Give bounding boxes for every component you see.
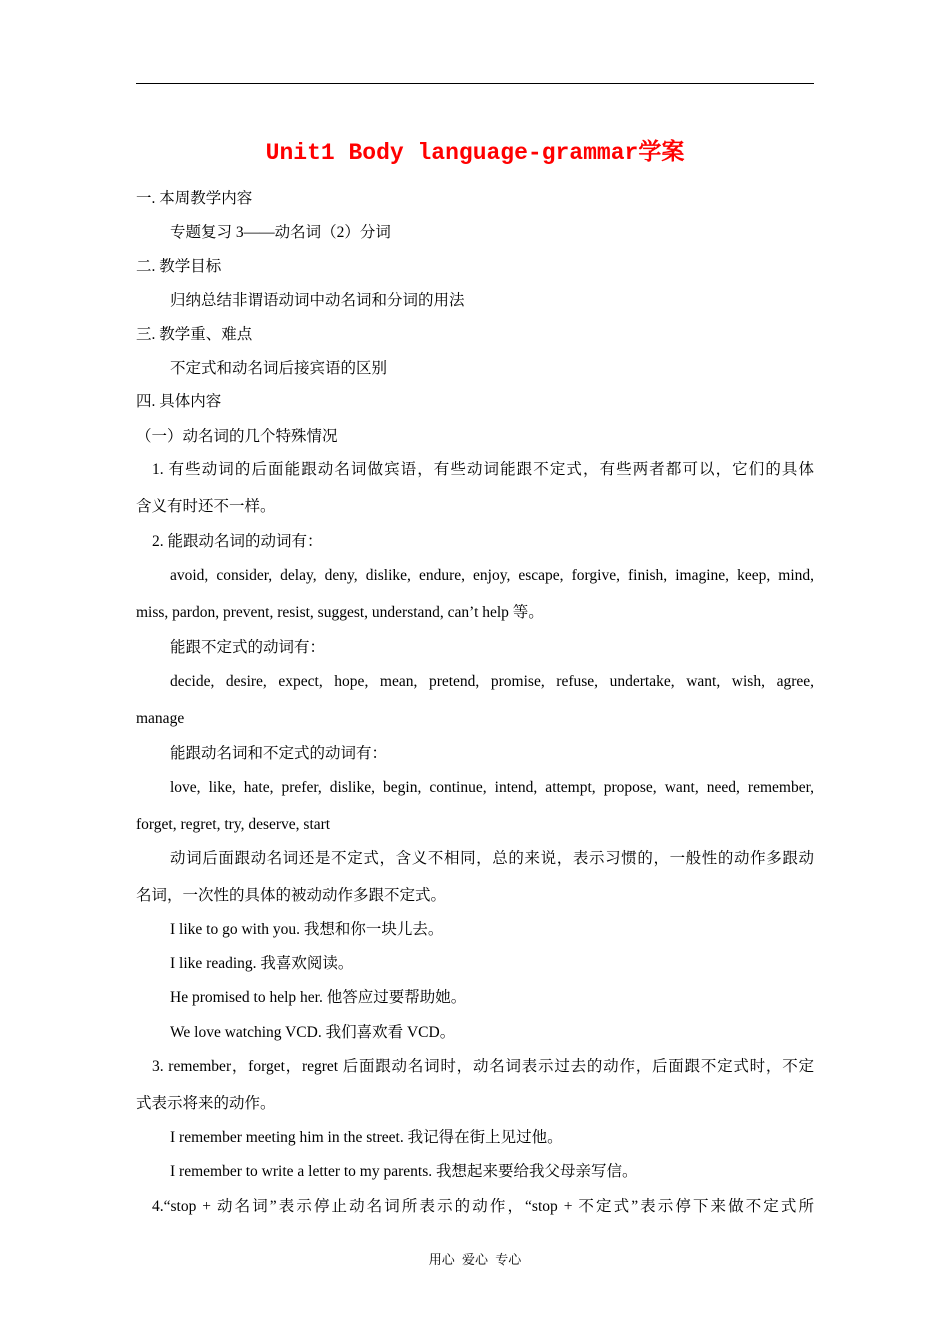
both-verbs-line-2: forget, regret, try, deserve, start [136,816,331,833]
section-content-1: 专题复习 3——动名词（2）分词 [170,224,391,241]
section-content-2: 归纳总结非谓语动词中动名词和分词的用法 [170,292,465,309]
section-heading-3: 三. 教学重、难点 [136,326,253,343]
section-heading-4: 四. 具体内容 [136,393,222,410]
example-2: I like reading. 我喜欢阅读。 [170,955,354,972]
note-line-1: 动词后面跟动名词还是不定式，含义不相同，总的来说，表示习惯的，一般性的动作多跟动 [170,850,814,867]
note-line-2: 名词，一次性的具体的被动动作多跟不定式。 [136,887,447,904]
page-footer: 用心 爱心 专心 [428,1252,522,1267]
both-label: 能跟动名词和不定式的动词有： [170,745,388,762]
example-1: I like to go with you. 我想和你一块儿去。 [170,921,444,938]
example-4: We love watching VCD. 我们喜欢看 VCD。 [170,1024,456,1041]
example-5: I remember meeting him in the street. 我记得在街上见过他。 [170,1129,563,1146]
infinitive-verbs-line-2: manage [136,710,185,727]
paragraph-3-line-2: 式表示将来的动作。 [136,1095,276,1112]
paragraph-3-line-1: 3. remember，forget，regret 后面跟动名词时，动名词表示过去的动作，后面跟不定式时，不定 [152,1058,814,1075]
section-content-3: 不定式和动名词后接宾语的区别 [170,360,388,377]
paragraph-2: 2. 能跟动名词的动词有： [152,533,323,550]
example-6: I remember to write a letter to my parents. 我想起来要给我父母亲写信。 [170,1163,638,1180]
header-rule [136,83,814,84]
gerund-verbs-line-2: miss, pardon, prevent, resist, suggest, understand, can’t help 等。 [136,604,544,621]
infinitive-verbs-line-1: decide, desire, expect, hope, mean, pretend, promise, refuse, undertake, want, wish, agree, [170,673,814,690]
paragraph-4-line-1: 4.“stop + 动名词”表示停止动名词所表示的动作，“stop + 不定式”表示停下来做不定式所 [152,1198,814,1215]
section-heading-1: 一. 本周教学内容 [136,190,253,207]
paragraph-1-line-2: 含义有时还不一样。 [136,498,276,515]
both-verbs-line-1: love, like, hate, prefer, dislike, begin, continue, intend, attempt, propose, want, need, remember, [170,779,814,796]
document-title: Unit1 Body language-grammar学案 [265,140,685,166]
example-3: He promised to help her. 他答应过要帮助她。 [170,989,467,1006]
section-heading-2: 二. 教学目标 [136,258,222,275]
paragraph-1-line-1: 1. 有些动词的后面能跟动名词做宾语，有些动词能跟不定式，有些两者都可以，它们的具体 [152,461,814,478]
subsection-heading: （一）动名词的几个特殊情况 [136,428,338,445]
infinitive-label: 能跟不定式的动词有： [170,639,326,656]
gerund-verbs-line-1: avoid, consider, delay, deny, dislike, endure, enjoy, escape, forgive, finish, imagine, keep, mind, [170,567,814,584]
